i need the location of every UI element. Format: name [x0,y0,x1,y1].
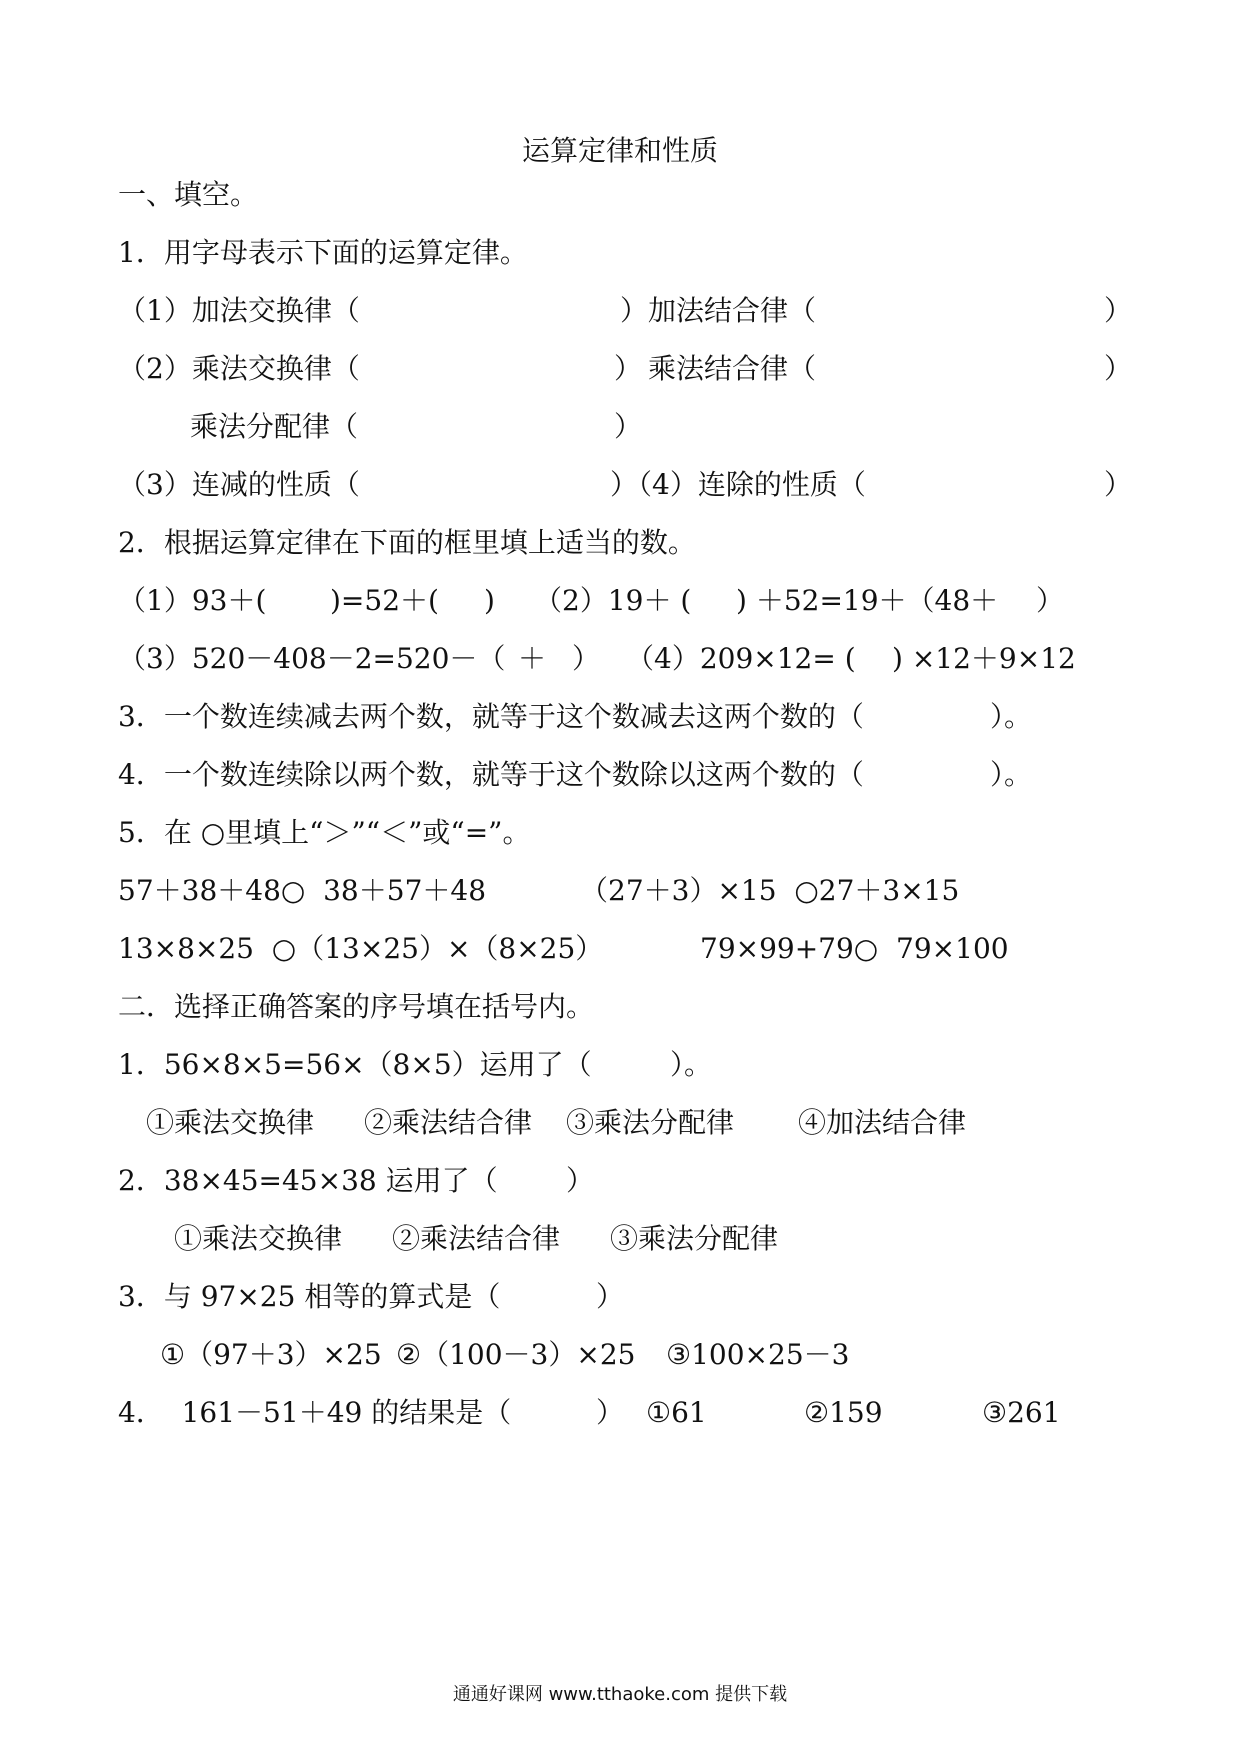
q2-item1-c: ) [484,584,495,617]
q1-row2-close-b: ） [1104,352,1133,385]
page-footer: 通通好课网 www.tthaoke.com 提供下载 [452,1684,788,1705]
q1-row1-close: ） [1104,294,1133,327]
q2-item2-a: （2）19＋ ( [534,584,692,617]
s2-q3-close: ） [596,1280,625,1313]
q2-item3-a: （3）520－408－2=520－（ [118,642,506,675]
page-title: 运算定律和性质 [521,134,718,167]
s2-q2-stem: 2．38×45=45×38 运用了（ [118,1164,498,1197]
section2-heading: 二．选择正确答案的序号填在括号内。 [118,990,595,1023]
q5-stem: 5．在 ○里填上“＞”“＜”或“=”。 [118,816,531,849]
q1-row4-close: ） [1104,468,1133,501]
s2-q1-option-3: ③乘法分配律 [566,1106,735,1139]
q1-row2-close-a: ） [614,352,643,385]
s2-q2-option-2: ②乘法结合律 [392,1222,561,1255]
s2-q3-option-3: ③100×25－3 [666,1338,850,1371]
q5-compare-4: 79×99+79○ 79×100 [700,932,1009,965]
s2-q2-option-1: ①乘法交换律 [174,1222,343,1255]
s2-q1-option-4: ④加法结合律 [798,1106,967,1139]
q2-item1-b: )=52＋( [330,584,439,617]
q1-row2-label-a: （2）乘法交换律（ [118,352,360,385]
section1-heading: 一、填空。 [118,178,259,211]
s2-q1-option-2: ②乘法结合律 [364,1106,533,1139]
q5-compare-2: （27＋3）×15 ○27＋3×15 [580,874,960,907]
q1-row1-label-b: ）加法结合律（ [620,294,817,327]
s2-q3-option-1: ①（97＋3）×25 [160,1338,382,1371]
q2-item4-b: ) ×12＋9×12 [892,642,1076,675]
q5-compare-3: 13×8×25 ○（13×25）×（8×25） [118,932,604,965]
s2-q1-close: ）。 [670,1048,713,1081]
s2-q4-stem: 4． 161－51＋49 的结果是（ [118,1396,512,1429]
s2-q1-option-1: ①乘法交换律 [146,1106,315,1139]
s2-q4-option-1: ①61 [646,1396,707,1429]
q2-item3-b: ＋ [518,642,547,675]
q2-item4-a: （4）209×12= ( [626,642,856,675]
s2-q3-option-2: ②（100－3）×25 [396,1338,636,1371]
q5-compare-1: 57＋38＋48○ 38＋57＋48 [118,874,487,907]
q1-row2-label-b: 乘法结合律（ [648,352,817,385]
q3-text: 3．一个数连续减去两个数，就等于这个数减去这两个数的（ [118,700,864,733]
s2-q1-stem: 1．56×8×5=56×（8×5）运用了（ [118,1048,592,1081]
s2-q3-stem: 3．与 97×25 相等的算式是（ [118,1280,501,1313]
q2-item1-a: （1）93＋( [118,584,267,617]
q3-close: ）。 [990,700,1033,733]
q2-item2-b: ) ＋52=19＋（48＋ [736,584,999,617]
s2-q2-option-3: ③乘法分配律 [610,1222,779,1255]
q4-close: ）。 [990,758,1033,791]
q1-stem: 1．用字母表示下面的运算定律。 [118,236,528,269]
q2-item2-c: ） [1036,584,1065,617]
q1-row4-label-a: （3）连减的性质（ [118,468,360,501]
q1-row3-label: 乘法分配律（ [190,410,359,443]
s2-q4-close: ） [596,1396,625,1429]
s2-q2-close: ） [566,1164,595,1197]
q2-stem: 2．根据运算定律在下面的框里填上适当的数。 [118,526,696,559]
q1-row1-label-a: （1）加法交换律（ [118,294,360,327]
q1-row4-label-b: ）（4）连除的性质（ [610,468,866,501]
q2-item3-c: ） [572,642,601,675]
q1-row3-close: ） [614,410,643,443]
s2-q4-option-2: ②159 [804,1396,883,1429]
q4-text: 4．一个数连续除以两个数，就等于这个数除以这两个数的（ [118,758,864,791]
s2-q4-option-3: ③261 [982,1396,1061,1429]
